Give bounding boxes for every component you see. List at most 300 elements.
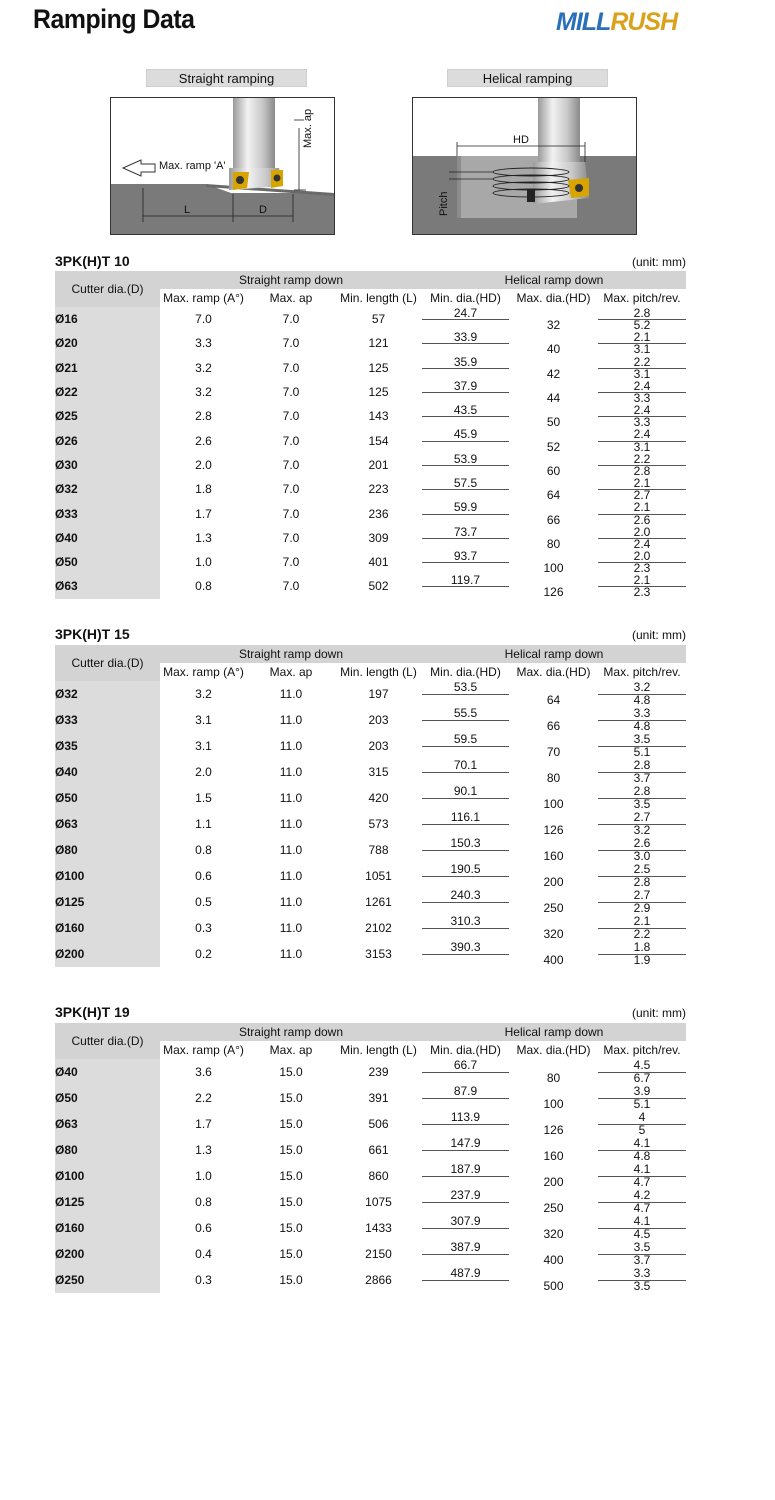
max-dia-cell <box>509 1241 598 1267</box>
cutter-dia-cell: Ø160 <box>55 915 160 941</box>
cutter-dia-cell: Ø100 <box>55 1163 160 1189</box>
max-ap-cell: 11.0 <box>279 687 303 701</box>
pitch-value-1: 4.1 <box>598 1215 686 1229</box>
max-pitch-cell <box>598 501 686 525</box>
pitch-value-2: 6.7 <box>633 1071 651 1085</box>
table-row <box>55 1267 686 1293</box>
max-pitch-cell <box>598 759 686 785</box>
pitch-value-1: 2.8 <box>598 759 686 773</box>
cutter-dia-cell: Ø80 <box>55 1137 160 1163</box>
min-length-cell: 1051 <box>365 869 392 883</box>
max-ap-cell: 7.0 <box>282 312 300 327</box>
table-row <box>55 1085 686 1111</box>
max-pitch-cell <box>598 785 686 811</box>
max-dia-cell <box>509 428 598 452</box>
cutter-dia-header: Cutter dia.(D) <box>55 1023 160 1059</box>
min-dia-value: 119.7 <box>422 574 509 587</box>
cutter-dia-cell: Ø200 <box>55 941 160 967</box>
unit-label: (unit: mm) <box>632 1006 686 1020</box>
helical-ramp-header: Helical ramp down <box>422 271 686 289</box>
pitch-value-2: 2.6 <box>633 512 651 527</box>
max-ap-cell: 11.0 <box>279 947 303 961</box>
min-length-cell: 506 <box>368 1117 389 1131</box>
min-dia-value: 57.5 <box>422 477 509 490</box>
ramp-table-3pkht19 <box>55 1023 686 1293</box>
pitch-value-1: 2.8 <box>598 307 686 320</box>
cutter-dia-cell: Ø50 <box>55 1085 160 1111</box>
max-ramp-cell: 3.2 <box>195 385 212 400</box>
min-dia-header: Min. dia.(HD) <box>422 1041 509 1059</box>
max-dia-value: 70 <box>546 745 561 759</box>
pitch-value-2: 3.5 <box>633 797 651 811</box>
min-dia-cell <box>422 453 509 477</box>
max-ramp-cell: 2.2 <box>195 1091 212 1105</box>
pitch-value-2: 3.7 <box>633 1253 651 1267</box>
min-dia-value: 55.5 <box>422 707 509 721</box>
max-dia-cell <box>509 1189 598 1215</box>
max-dia-cell <box>509 759 598 785</box>
min-dia-cell <box>422 707 509 733</box>
min-length-cell: 201 <box>368 457 389 472</box>
min-length-cell: 401 <box>368 555 389 570</box>
table-row <box>55 837 686 863</box>
min-length-header: Min. length (L) <box>335 1041 422 1059</box>
table-row <box>55 785 686 811</box>
max-ramp-cell: 2.0 <box>195 765 212 779</box>
max-dia-cell <box>509 863 598 889</box>
cutter-dia-cell: Ø200 <box>55 1241 160 1267</box>
helical-ramping-diagram <box>412 97 637 235</box>
pitch-value-2: 2.4 <box>633 536 651 551</box>
max-pitch-cell <box>598 1059 686 1085</box>
max-dia-value: 500 <box>543 1279 564 1293</box>
min-dia-value: 240.3 <box>422 889 509 903</box>
min-length-cell: 2866 <box>365 1273 392 1287</box>
max-ramp-cell: 3.3 <box>195 336 212 351</box>
section-title-3pkht15: 3PK(H)T 15 <box>55 626 130 642</box>
max-dia-cell <box>509 550 598 574</box>
max-dia-value: 126 <box>543 823 564 837</box>
table-row <box>55 1215 686 1241</box>
pitch-value-1: 3.3 <box>598 1267 686 1281</box>
max-pitch-cell <box>598 681 686 707</box>
logo-rush-text: RUSH <box>610 8 678 36</box>
max-ap-cell: 15.0 <box>279 1195 303 1209</box>
pitch-value-1: 2.7 <box>598 811 686 825</box>
table-row <box>55 811 686 837</box>
max-ap-cell: 11.0 <box>279 739 303 753</box>
cutter-dia-cell: Ø33 <box>55 501 160 525</box>
min-dia-header: Min. dia.(HD) <box>422 663 509 681</box>
table-row <box>55 1241 686 1267</box>
table-row <box>55 889 686 915</box>
max-ap-cell: 7.0 <box>282 457 300 472</box>
pitch-value-1: 2.4 <box>598 428 686 441</box>
max-dia-value: 100 <box>543 797 564 811</box>
max-ap-cell: 11.0 <box>279 817 303 831</box>
max-ap-header: Max. ap <box>247 663 335 681</box>
pitch-value-1: 3.2 <box>598 681 686 695</box>
table-row <box>55 501 686 525</box>
section-title-3pkht10: 3PK(H)T 10 <box>55 253 130 269</box>
min-dia-value: 59.9 <box>422 501 509 514</box>
min-dia-value: 87.9 <box>422 1085 509 1099</box>
max-dia-cell <box>509 404 598 428</box>
min-length-cell: 125 <box>368 385 389 400</box>
cutter-dia-header: Cutter dia.(D) <box>55 645 160 681</box>
helical-ramping-label: Helical ramping <box>447 69 608 87</box>
min-length-cell: 2102 <box>365 921 392 935</box>
max-dia-cell <box>509 1137 598 1163</box>
pitch-value-2: 2.2 <box>633 927 651 941</box>
max-ramp-cell: 0.8 <box>195 579 212 594</box>
max-pitch-header: Max. pitch/rev. <box>598 289 686 307</box>
min-length-cell: 125 <box>368 360 389 375</box>
max-dia-value: 60 <box>546 463 561 478</box>
ramp-table-3pkht15 <box>55 645 686 967</box>
pitch-value-1: 2.8 <box>598 785 686 799</box>
helical-ramping-illustration <box>413 98 636 234</box>
max-ramp-cell: 0.2 <box>195 947 212 961</box>
cutter-dia-cell: Ø125 <box>55 889 160 915</box>
max-dia-cell <box>509 574 598 598</box>
max-dia-value: 200 <box>543 875 564 889</box>
pitch-text: Pitch <box>438 191 450 216</box>
min-dia-cell <box>422 331 509 355</box>
min-dia-cell <box>422 1163 509 1189</box>
min-length-cell: 573 <box>368 817 389 831</box>
pitch-value-2: 4.7 <box>633 1175 651 1189</box>
helical-ramp-header: Helical ramp down <box>422 1023 686 1041</box>
max-pitch-cell <box>598 837 686 863</box>
max-ramp-cell: 0.6 <box>195 1221 212 1235</box>
min-dia-cell <box>422 1215 509 1241</box>
max-ramp-cell: 0.8 <box>195 1195 212 1209</box>
min-dia-value: 53.9 <box>422 453 509 466</box>
max-dia-cell <box>509 1163 598 1189</box>
min-dia-cell <box>422 785 509 811</box>
table-row <box>55 404 686 428</box>
min-dia-value: 190.5 <box>422 863 509 877</box>
min-dia-value: 116.1 <box>422 811 509 825</box>
max-ap-cell: 7.0 <box>282 433 300 448</box>
min-length-cell: 1261 <box>365 895 392 909</box>
min-length-cell: 236 <box>368 506 389 521</box>
max-dia-cell <box>509 837 598 863</box>
cutter-dia-cell: Ø35 <box>55 733 160 759</box>
max-dia-value: 400 <box>543 1253 564 1267</box>
pitch-value-1: 3.5 <box>598 733 686 747</box>
pitch-value-2: 2.9 <box>633 901 651 915</box>
min-dia-value: 45.9 <box>422 428 509 441</box>
max-ap-cell: 7.0 <box>282 579 300 594</box>
D-text: D <box>259 204 267 216</box>
min-dia-cell <box>422 428 509 452</box>
pitch-value-2: 5 <box>638 1123 646 1137</box>
min-length-header: Min. length (L) <box>335 289 422 307</box>
max-ramp-cell: 1.1 <box>195 817 212 831</box>
min-dia-header: Min. dia.(HD) <box>422 289 509 307</box>
max-pitch-cell <box>598 526 686 550</box>
max-ap-cell: 7.0 <box>282 555 300 570</box>
max-pitch-cell <box>598 307 686 331</box>
pitch-value-1: 2.2 <box>598 356 686 369</box>
table-row <box>55 356 686 380</box>
max-ramp-cell: 0.6 <box>195 869 212 883</box>
table-row <box>55 453 686 477</box>
cutter-dia-header: Cutter dia.(D) <box>55 271 160 307</box>
max-ap-cell: 15.0 <box>279 1221 303 1235</box>
pitch-value-1: 2.1 <box>598 574 686 587</box>
min-length-cell: 143 <box>368 409 389 424</box>
max-dia-cell <box>509 785 598 811</box>
min-length-cell: 860 <box>368 1169 389 1183</box>
pitch-value-1: 4.1 <box>598 1163 686 1177</box>
max-ramp-cell: 3.2 <box>195 360 212 375</box>
cutter-dia-cell: Ø250 <box>55 1267 160 1293</box>
pitch-value-2: 2.8 <box>633 463 651 478</box>
min-length-cell: 121 <box>368 336 389 351</box>
max-ramp-cell: 3.2 <box>195 687 212 701</box>
min-dia-cell <box>422 889 509 915</box>
max-pitch-cell <box>598 915 686 941</box>
max-ap-cell: 7.0 <box>282 409 300 424</box>
pitch-value-2: 2.8 <box>633 875 651 889</box>
unit-label: (unit: mm) <box>632 255 686 269</box>
pitch-value-2: 4.8 <box>633 693 651 707</box>
max-dia-cell <box>509 526 598 550</box>
max-ramp-header: Max. ramp (A°) <box>160 663 247 681</box>
pitch-value-2: 3.1 <box>633 439 651 454</box>
max-pitch-cell <box>598 1111 686 1137</box>
pitch-value-2: 4.8 <box>633 1149 651 1163</box>
max-pitch-cell <box>598 453 686 477</box>
cutter-dia-cell: Ø33 <box>55 707 160 733</box>
logo-mill-text: MILL <box>556 8 611 36</box>
straight-ramping-label: Straight ramping <box>146 69 307 87</box>
cutter-dia-cell: Ø63 <box>55 811 160 837</box>
max-ramp-cell: 1.0 <box>195 555 212 570</box>
max-dia-cell <box>509 1215 598 1241</box>
min-dia-cell <box>422 759 509 785</box>
max-dia-value: 320 <box>543 1227 564 1241</box>
min-length-cell: 661 <box>368 1143 389 1157</box>
max-dia-value: 400 <box>543 953 564 967</box>
pitch-value-2: 4.8 <box>633 719 651 733</box>
min-dia-value: 307.9 <box>422 1215 509 1229</box>
cutter-dia-cell: Ø32 <box>55 477 160 501</box>
pitch-value-2: 3.3 <box>633 391 651 406</box>
max-dia-cell <box>509 733 598 759</box>
min-dia-cell <box>422 1137 509 1163</box>
max-ramp-cell: 3.1 <box>195 713 212 727</box>
max-pitch-cell <box>598 1267 686 1293</box>
pitch-value-1: 1.8 <box>598 941 686 955</box>
min-dia-value: 390.3 <box>422 941 509 955</box>
min-dia-cell <box>422 1267 509 1293</box>
max-ramp-cell: 0.3 <box>195 1273 212 1287</box>
min-length-cell: 3153 <box>365 947 392 961</box>
cutter-dia-cell: Ø30 <box>55 453 160 477</box>
max-dia-cell <box>509 811 598 837</box>
max-dia-value: 250 <box>543 1201 564 1215</box>
max-dia-cell <box>509 356 598 380</box>
cutter-dia-cell: Ø40 <box>55 759 160 785</box>
page-title: Ramping Data <box>33 4 195 34</box>
cutter-dia-cell: Ø22 <box>55 380 160 404</box>
min-length-cell: 309 <box>368 530 389 545</box>
hd-text: HD <box>513 134 529 146</box>
min-dia-value: 66.7 <box>422 1059 509 1073</box>
max-dia-cell <box>509 889 598 915</box>
max-dia-cell <box>509 477 598 501</box>
min-dia-cell <box>422 1059 509 1085</box>
min-length-cell: 154 <box>368 433 389 448</box>
max-dia-value: 126 <box>543 1123 564 1137</box>
min-length-cell: 223 <box>368 482 389 497</box>
max-ramp-cell: 1.0 <box>195 1169 212 1183</box>
max-dia-value: 80 <box>546 771 561 785</box>
pitch-value-1: 2.1 <box>598 477 686 490</box>
max-pitch-cell <box>598 550 686 574</box>
max-pitch-cell <box>598 404 686 428</box>
table-row <box>55 550 686 574</box>
max-dia-cell <box>509 380 598 404</box>
table-row <box>55 1111 686 1137</box>
pitch-value-2: 5.1 <box>633 745 651 759</box>
min-length-cell: 1433 <box>365 1221 392 1235</box>
max-ramp-cell: 0.3 <box>195 921 212 935</box>
pitch-value-2: 3.1 <box>633 366 651 381</box>
millrush-logo <box>556 8 711 42</box>
max-dia-value: 126 <box>543 585 564 600</box>
min-dia-value: 35.9 <box>422 356 509 369</box>
min-length-cell: 315 <box>368 765 389 779</box>
min-dia-value: 59.5 <box>422 733 509 747</box>
max-ramp-header: Max. ramp (A°) <box>160 289 247 307</box>
max-dia-cell <box>509 681 598 707</box>
helical-ramp-header: Helical ramp down <box>422 645 686 663</box>
min-length-cell: 203 <box>368 739 389 753</box>
pitch-value-1: 2.2 <box>598 453 686 466</box>
max-pitch-cell <box>598 1085 686 1111</box>
min-dia-value: 150.3 <box>422 837 509 851</box>
max-ramp-cell: 1.3 <box>195 1143 212 1157</box>
max-ap-cell: 15.0 <box>279 1065 303 1079</box>
max-pitch-cell <box>598 1189 686 1215</box>
max-ap-cell: 11.0 <box>279 843 303 857</box>
max-dia-cell <box>509 1085 598 1111</box>
min-dia-cell <box>422 501 509 525</box>
min-dia-value: 113.9 <box>422 1111 509 1125</box>
cutter-dia-cell: Ø25 <box>55 404 160 428</box>
max-pitch-cell <box>598 428 686 452</box>
pitch-value-1: 2.5 <box>598 863 686 877</box>
max-dia-value: 64 <box>546 693 561 707</box>
max-dia-value: 50 <box>546 415 561 430</box>
max-dia-value: 32 <box>546 318 561 333</box>
min-dia-cell <box>422 1241 509 1267</box>
max-dia-cell <box>509 941 598 967</box>
max-ramp-text: Max. ramp 'A' <box>159 160 226 172</box>
max-ap-cell: 15.0 <box>279 1091 303 1105</box>
min-dia-value: 310.3 <box>422 915 509 929</box>
max-dia-value: 80 <box>546 1071 561 1085</box>
cutter-dia-cell: Ø32 <box>55 681 160 707</box>
pitch-value-1: 2.1 <box>598 915 686 929</box>
max-dia-cell <box>509 1059 598 1085</box>
max-ramp-cell: 3.6 <box>195 1065 212 1079</box>
max-pitch-cell <box>598 1215 686 1241</box>
min-length-header: Min. length (L) <box>335 663 422 681</box>
max-dia-cell <box>509 707 598 733</box>
min-dia-value: 237.9 <box>422 1189 509 1203</box>
straight-ramping-diagram <box>110 97 335 235</box>
min-length-cell: 197 <box>368 687 389 701</box>
max-ramp-cell: 0.5 <box>195 895 212 909</box>
max-pitch-cell <box>598 707 686 733</box>
pitch-value-1: 4.1 <box>598 1137 686 1151</box>
cutter-dia-cell: Ø100 <box>55 863 160 889</box>
pitch-value-1: 4 <box>598 1111 686 1125</box>
straight-ramp-header: Straight ramp down <box>160 271 422 289</box>
cutter-dia-cell: Ø21 <box>55 356 160 380</box>
max-ap-cell: 15.0 <box>279 1143 303 1157</box>
pitch-value-2: 2.3 <box>633 561 651 576</box>
cutter-dia-cell: Ø50 <box>55 785 160 811</box>
min-length-cell: 239 <box>368 1065 389 1079</box>
straight-ramp-header: Straight ramp down <box>160 645 422 663</box>
ramp-table-3pkht10 <box>55 271 686 599</box>
max-dia-cell <box>509 453 598 477</box>
pitch-value-1: 2.4 <box>598 380 686 393</box>
max-pitch-cell <box>598 811 686 837</box>
max-pitch-cell <box>598 380 686 404</box>
table-row <box>55 307 686 331</box>
min-dia-value: 43.5 <box>422 404 509 417</box>
max-dia-cell <box>509 501 598 525</box>
max-pitch-cell <box>598 863 686 889</box>
max-pitch-cell <box>598 1241 686 1267</box>
table-row <box>55 428 686 452</box>
max-ramp-cell: 2.0 <box>195 457 212 472</box>
max-pitch-header: Max. pitch/rev. <box>598 1041 686 1059</box>
min-length-cell: 57 <box>371 312 386 327</box>
max-ap-cell: 15.0 <box>279 1117 303 1131</box>
max-dia-header: Max. dia.(HD) <box>509 289 598 307</box>
max-ap-cell: 15.0 <box>279 1169 303 1183</box>
max-ap-cell: 11.0 <box>279 921 303 935</box>
min-dia-value: 187.9 <box>422 1163 509 1177</box>
max-ramp-header: Max. ramp (A°) <box>160 1041 247 1059</box>
max-dia-value: 100 <box>543 1097 564 1111</box>
max-ap-cell: 15.0 <box>279 1247 303 1261</box>
table-row <box>55 707 686 733</box>
min-dia-value: 53.5 <box>422 681 509 695</box>
pitch-value-1: 2.6 <box>598 837 686 851</box>
table-row <box>55 733 686 759</box>
pitch-value-1: 3.5 <box>598 1241 686 1255</box>
max-ap-cell: 7.0 <box>282 360 300 375</box>
max-dia-value: 40 <box>546 342 561 357</box>
L-text: L <box>184 204 191 216</box>
min-dia-cell <box>422 526 509 550</box>
cutter-dia-cell: Ø63 <box>55 1111 160 1137</box>
cutter-dia-cell: Ø40 <box>55 526 160 550</box>
pitch-value-2: 3.3 <box>633 415 651 430</box>
table-row <box>55 477 686 501</box>
min-length-cell: 1075 <box>365 1195 392 1209</box>
